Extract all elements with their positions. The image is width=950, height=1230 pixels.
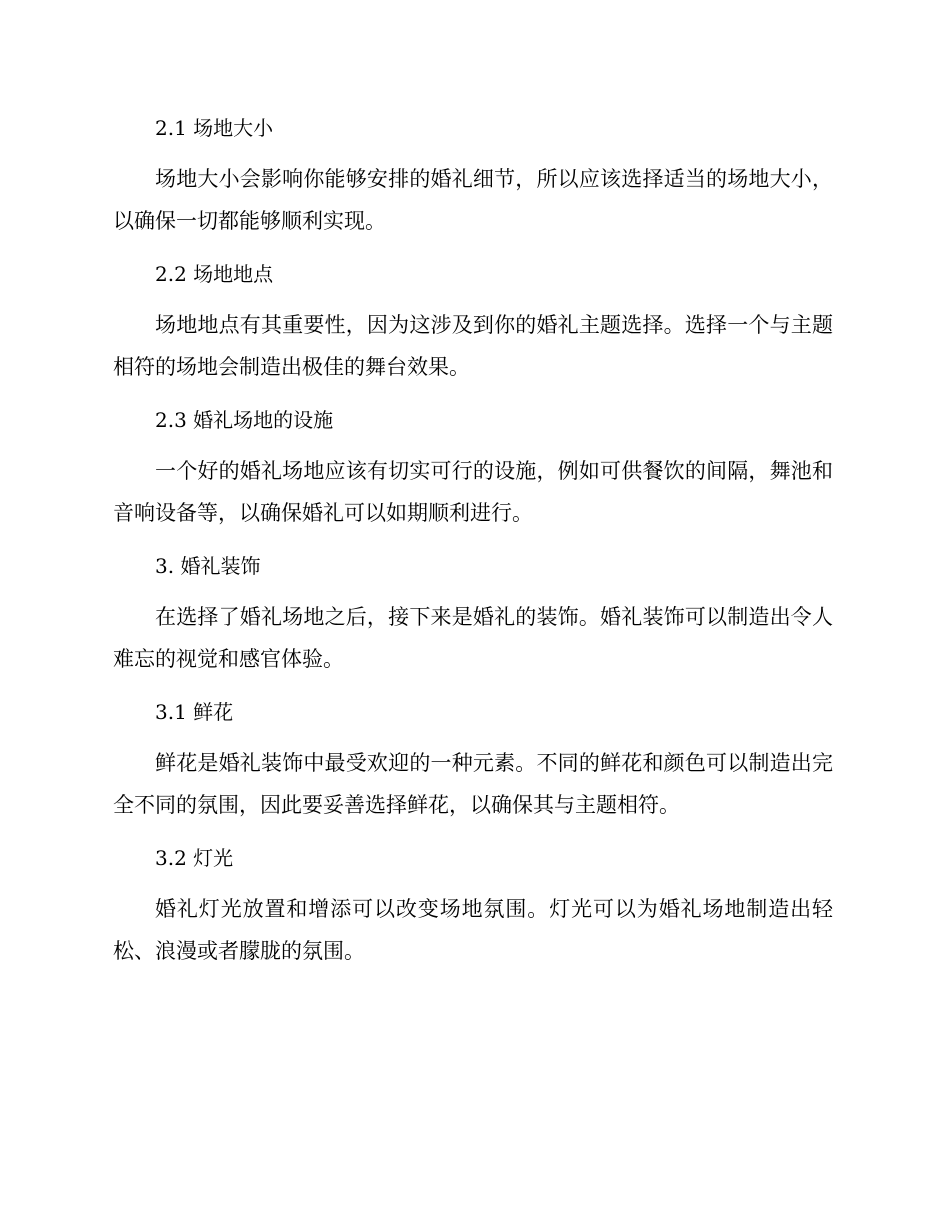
section-heading: 3.1 鲜花	[155, 700, 234, 724]
section-3-1	[113, 692, 833, 826]
section-3-2	[113, 838, 833, 972]
section-heading: 2.1 场地大小	[155, 116, 274, 140]
section-paragraph: 场地地点有其重要性，因为这涉及到你的婚礼主题选择。选择一个与主题相符的场地会制造出极佳的舞台效果。	[113, 313, 833, 379]
section-heading: 2.3 婚礼场地的设施	[155, 408, 334, 432]
section-2-1	[113, 108, 833, 242]
document-body	[113, 108, 833, 984]
section-paragraph: 一个好的婚礼场地应该有切实可行的设施，例如可供餐饮的间隔，舞池和音响设备等，以确保婚礼可以如期顺利进行。	[113, 459, 833, 525]
section-3	[113, 546, 833, 680]
section-paragraph: 场地大小会影响你能够安排的婚礼细节，所以应该选择适当的场地大小，以确保一切都能够顺利实现。	[113, 167, 833, 233]
section-2-2	[113, 254, 833, 388]
section-paragraph: 鲜花是婚礼装饰中最受欢迎的一种元素。不同的鲜花和颜色可以制造出完全不同的氛围，因此要妥善选择鲜花，以确保其与主题相符。	[113, 751, 833, 817]
section-paragraph: 婚礼灯光放置和增添可以改变场地氛围。灯光可以为婚礼场地制造出轻松、浪漫或者朦胧的氛围。	[113, 897, 833, 963]
section-paragraph: 在选择了婚礼场地之后，接下来是婚礼的装饰。婚礼装饰可以制造出令人难忘的视觉和感官体验。	[113, 605, 833, 671]
section-heading: 3. 婚礼装饰	[155, 554, 261, 578]
section-2-3	[113, 400, 833, 534]
section-heading: 2.2 场地地点	[155, 262, 274, 286]
section-heading: 3.2 灯光	[155, 846, 234, 870]
